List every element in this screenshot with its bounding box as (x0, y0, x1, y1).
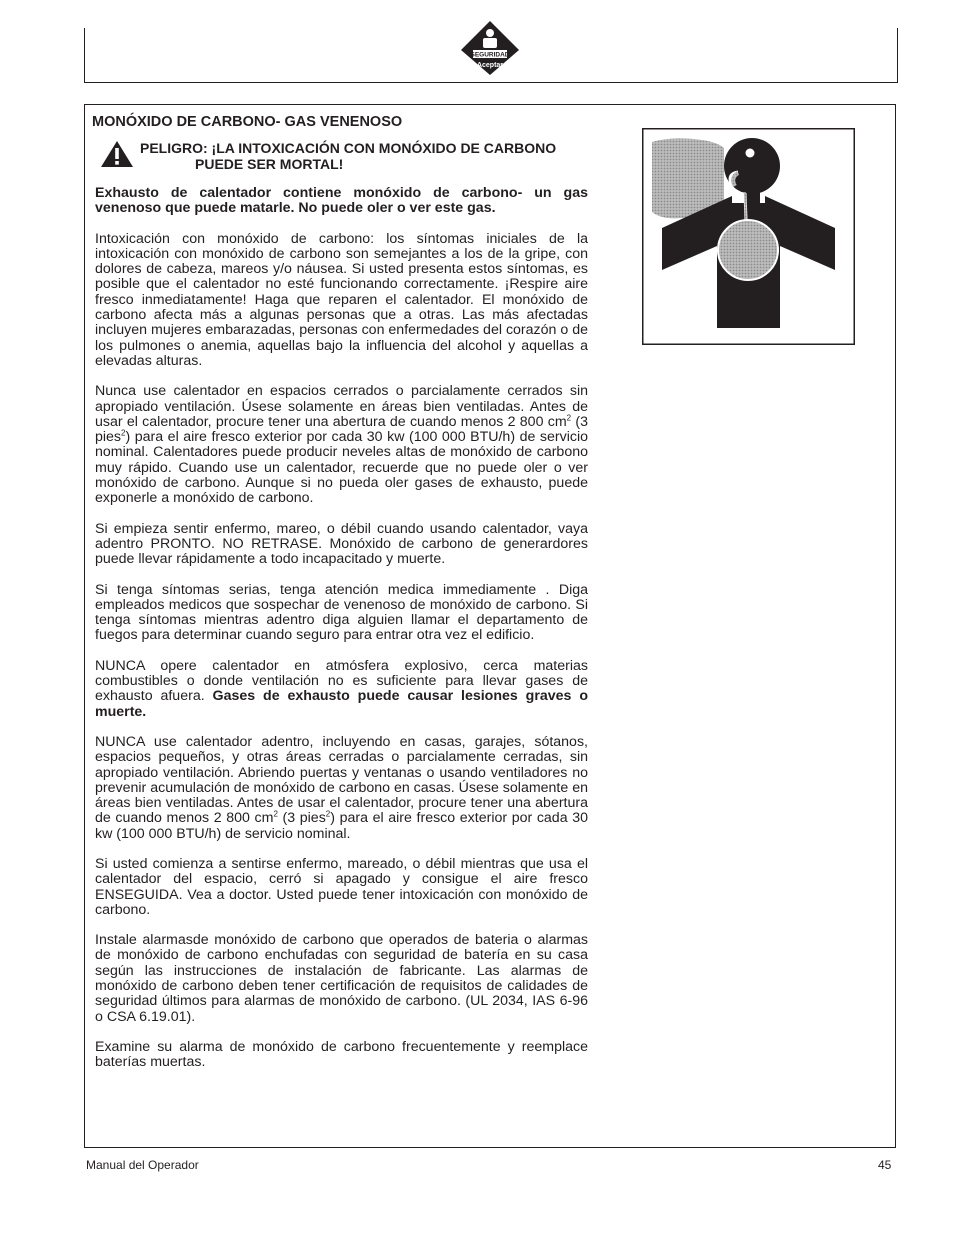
superscript: 2 (566, 413, 572, 423)
paragraph-2: Intoxicación con monóxido de carbono: los síntomas iniciales de la intoxicación con monóxido de carbono son semejantes a los de la gripe, con dolores de cabeza, mareos y/o náusea. Si usted presenta estos síntomas, es posible que el calentador no esté funcionando correctamente. ¡Respire aire fresco inmediatamente! Haga que reparen el calentador. El monóxido de carbono afecta más a algunas personas que a otras. Las más afectadas incluyen mujeres embarazadas, personas con enfermedades del corazón o de los pulmones o anemia, aquellas bajo la influencia del alcohol y aquellas a elevadas alturas. (95, 230, 588, 369)
logo-top-text: SEGURIDAD (470, 51, 510, 59)
superscript: 2 (121, 428, 126, 438)
page-number: 45 (878, 1158, 892, 1172)
paragraph-4: Si empieza sentir enfermo, mareo, o débil cuando usando calentador, vaya adentro PRONTO. NO RETRASE. Monóxido de carbono de generardores puede llevar rápidamente a todo incapacitado y muerte. (95, 520, 588, 568)
danger-statement (140, 140, 590, 172)
paragraph-7 (95, 735, 588, 842)
paragraph-10: Examine su alarma de monóxido de carbono frecuentemente y reemplace baterías muertas. (95, 1038, 588, 1071)
text-segment: Nunca use calentador en espacios cerrados o parcialamente cerrados sin apropiado ventilación. Úsese solamente en áreas bien ventiladas. Antes de usar el calentador, procure tener una abertura de cuando menos 2 800 cm (95, 383, 588, 430)
text-segment: NUNCA use calentador adentro, incluyendo en casas, garajes, sótanos, espacios pequeños, y otras áreas cerradas o parcialamente cerradas, sin apropiado ventilación. Abriendo puertas y ventanas o usando ventiladores no prevenir acumulación de monóxido de carbono en casas. Úsese solamente en áreas bien ventiladas. Antes de usar el calentador, procure tener una abertura de cuando menos 2 800 cm (95, 733, 588, 827)
danger-line-1: PELIGRO: ¡LA INTOXICACIÓN CON MONÓXIDO DE CARBONO (140, 140, 557, 156)
footer-manual-title: Manual del Operador (86, 1158, 199, 1172)
body-text (95, 186, 588, 1086)
text-segment: (3 pies (277, 810, 326, 827)
superscript: 2 (325, 809, 331, 819)
paragraph-6 (95, 659, 588, 720)
paragraph-3 (95, 384, 588, 506)
paragraph-1 (95, 186, 588, 217)
paragraph-8: Si usted comienza a sentirse enfermo, mareado, o débil mientras que usa el calentador del espacio, cerró si apagado y consigue el aire fresco ENSEGUIDA. Vea a doctor. Usted puede tener intoxicación con monóxido de carbono. (95, 855, 588, 918)
text-segment: NUNCA opere calentador en atmósfera explosivo, cerca materias combustibles o donde ventilación no es suficiente para llevar gases de exhausto afuera. (95, 657, 588, 705)
bold-text-segment: Gases de exhausto puede causar lesiones graves o muerte. (95, 688, 588, 720)
danger-line-2: PUEDE SER MORTAL! (195, 156, 344, 172)
text-segment: ) para el aire fresco exterior por cada 30 kw (100 000 BTU/h) de servicio nominal. (95, 810, 588, 842)
paragraph-9: Instale alarmasde monóxido de carbono que operados de bateria o alarmas de monóxido de carbono enchufadas con seguridad de batería en su casa según las instrucciones de instalación de fabricante. Las alarmas de monóxido de carbono deben tener certificación de requisitos de calidades de seguridad últimos para alarmas de monóxido de carbono. (UL 2034, IAS 6-96 o CSA 6.19.01). (95, 932, 588, 1025)
text-segment: (3 pies (95, 413, 588, 446)
superscript: 2 (273, 809, 278, 819)
safety-logo (459, 20, 521, 76)
text-segment: ) para el aire fresco exterior por cada 30 kw (100 000 BTU/h) de servicio nominal. Calentadores puede producir neveles altas de monóxido de carbono muy rápido. Cuando use un calentador, recuerde que no puede oler o ver monóxido de carbono. Aunque si no pueda oler gases de exhausto, puede exponerle a monóxido de carbono. (95, 429, 588, 507)
logo-bottom-text: Aceptar (476, 62, 504, 69)
section-title: MONÓXIDO DE CARBONO- GAS VENENOSO (92, 114, 403, 130)
warning-triangle-icon (100, 140, 134, 168)
carbon-monoxide-inhalation-icon (642, 128, 855, 345)
paragraph-5: Si tenga síntomas serias, tenga atención medica immediamente . Diga empleados medicos que sospechar de venenoso de monóxido de carbono. Si tenga síntomas mientras adentro diga alguien llamar el departamento de fuegos para determinar cuando seguro para entrar otra vez el edificio. (95, 581, 588, 644)
bold-warning-text: Exhausto de calentador contiene monóxido de carbono- un gas venenoso que puede matarle. No puede oler o ver este gas. (95, 185, 588, 217)
